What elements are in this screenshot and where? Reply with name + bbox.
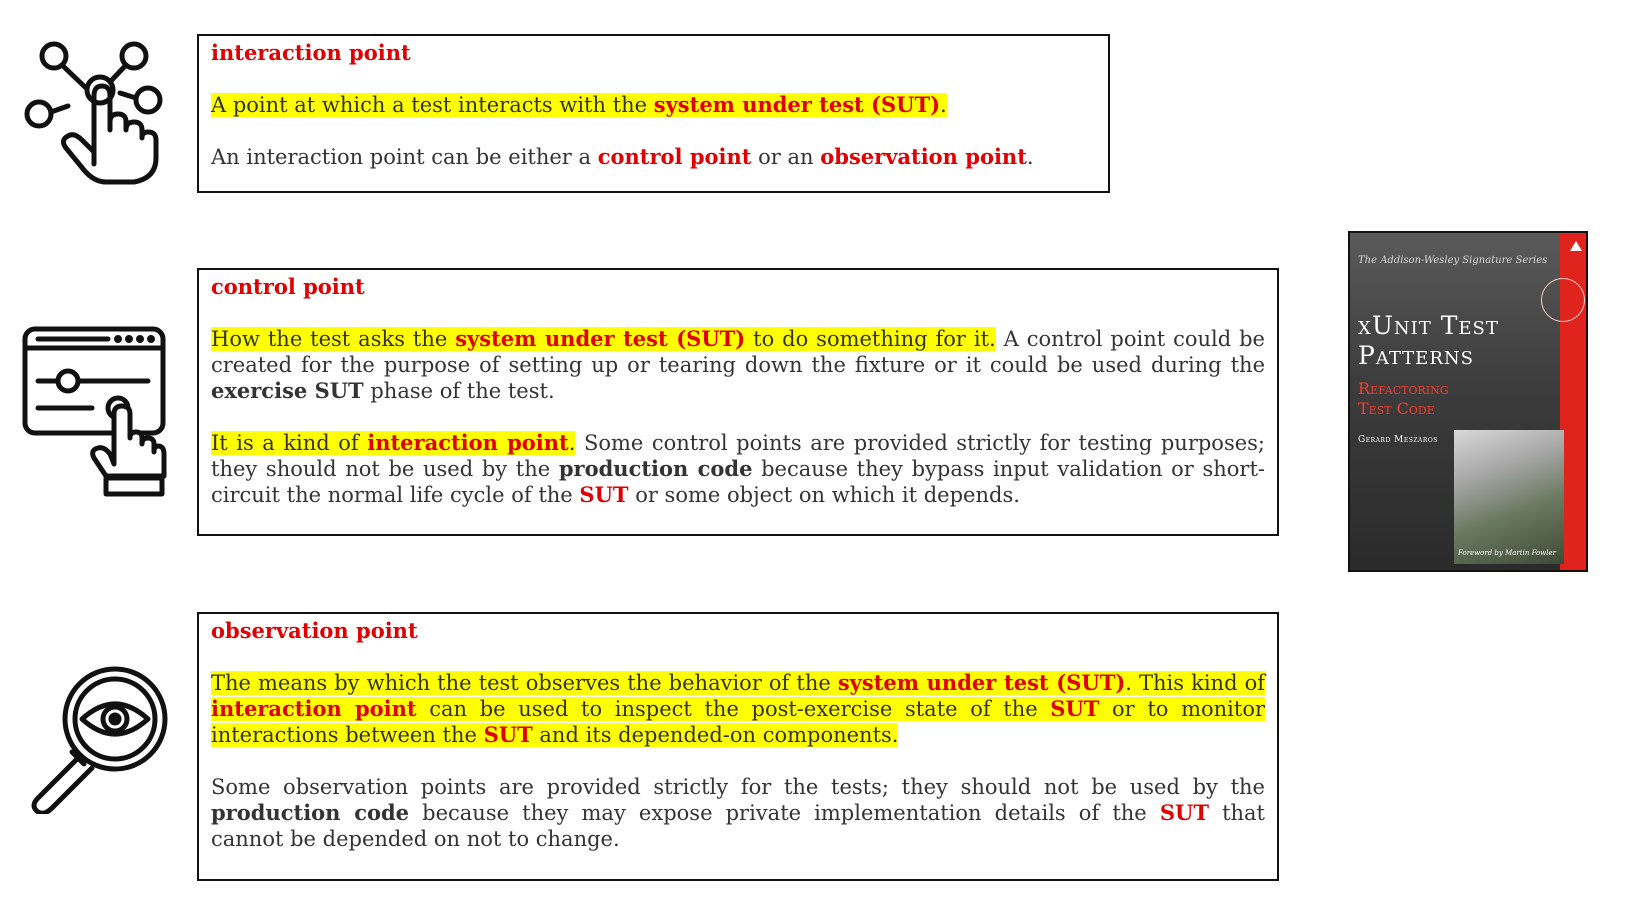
term-control-point: control point	[597, 144, 752, 169]
term-production-code: production code	[558, 456, 753, 481]
term-observation-point: observation point	[820, 144, 1027, 169]
text: or to monitor interactions between the	[211, 697, 1265, 747]
term-sut-short: SUT	[1050, 696, 1100, 721]
text: A control point could be created for the purpose of setting up or tearing down the fixture or it could be used during the	[211, 327, 1265, 377]
book-subtitle-line1: Refactoring	[1358, 379, 1449, 398]
control-point-title: control point	[211, 274, 365, 299]
book-subtitle-line2: Test Code	[1358, 399, 1435, 418]
term-sut: system under test (SUT)	[837, 670, 1126, 695]
slider-panel-hand-icon	[22, 326, 168, 498]
term-sut: system under test (SUT)	[455, 326, 746, 351]
text: Some control points are provided strictly for testing purposes; they should not be used by the	[211, 431, 1265, 481]
text: .	[1026, 145, 1034, 169]
term-sut-short: SUT	[483, 722, 533, 747]
text: An interaction point can be either a	[211, 145, 598, 169]
term-exercise-sut: exercise SUT	[211, 378, 364, 403]
text: or an	[751, 145, 821, 169]
book-cover-image	[1348, 231, 1588, 572]
term-sut-short: SUT	[579, 482, 629, 507]
observation-point-title: observation point	[211, 618, 418, 643]
control-point-box	[197, 268, 1279, 536]
text: Some observation points are provided strictly for the tests; they should not be used by the	[211, 775, 1265, 799]
book-series: The Addison-Wesley Signature Series	[1358, 255, 1548, 266]
martin-fowler-signature-badge-icon	[1541, 278, 1585, 322]
text: The means by which the test observes the behavior of the	[211, 671, 838, 695]
text: or some object on which it depends.	[628, 483, 1020, 507]
control-point-definition	[211, 326, 1265, 404]
interaction-point-note	[211, 144, 1096, 170]
publisher-logo-icon	[1570, 241, 1582, 251]
text: How the test asks the	[211, 327, 456, 351]
highlight	[211, 93, 947, 117]
bridge-photo	[1454, 430, 1564, 564]
book-author: Gerard Meszaros	[1358, 435, 1438, 445]
text: because they may expose private implementation details of the	[409, 801, 1160, 825]
eye-magnifier-icon	[20, 664, 170, 814]
interaction-point-title: interaction point	[211, 40, 411, 65]
text: that cannot be depended on not to change.	[211, 801, 1265, 851]
term-sut: system under test (SUT)	[653, 92, 941, 117]
highlight	[211, 431, 575, 455]
hand-network-icon	[24, 38, 166, 188]
term-sut-short: SUT	[1159, 800, 1209, 825]
text: phase of the test.	[363, 379, 555, 403]
text: A point at which a test interacts with the	[211, 93, 654, 117]
highlight	[211, 327, 996, 351]
text: to do something for it.	[745, 327, 996, 351]
interaction-point-box	[197, 34, 1110, 193]
observation-point-definition	[211, 670, 1265, 748]
text: . This kind of	[1125, 671, 1265, 695]
book-title-line2: Patterns	[1358, 341, 1474, 370]
interaction-point-definition	[211, 92, 1096, 118]
text: It is a kind of	[211, 431, 368, 455]
book-foreword: Foreword by Martin Fowler	[1458, 549, 1556, 557]
term-interaction-point: interaction point	[367, 430, 569, 455]
text: and its depended-on components.	[532, 723, 899, 747]
highlight	[211, 671, 1265, 747]
term-production-code: production code	[211, 800, 410, 825]
text: .	[940, 93, 947, 117]
book-title-line1: xUnit Test	[1358, 311, 1499, 340]
text: can be used to inspect the post-exercise state of the	[416, 697, 1051, 721]
observation-point-note	[211, 774, 1265, 852]
text: because they bypass input validation or short-circuit the normal life cycle of the	[211, 457, 1265, 507]
observation-point-box	[197, 612, 1279, 881]
term-interaction-point: interaction point	[211, 696, 417, 721]
control-point-note	[211, 430, 1265, 508]
text: .	[568, 431, 576, 455]
